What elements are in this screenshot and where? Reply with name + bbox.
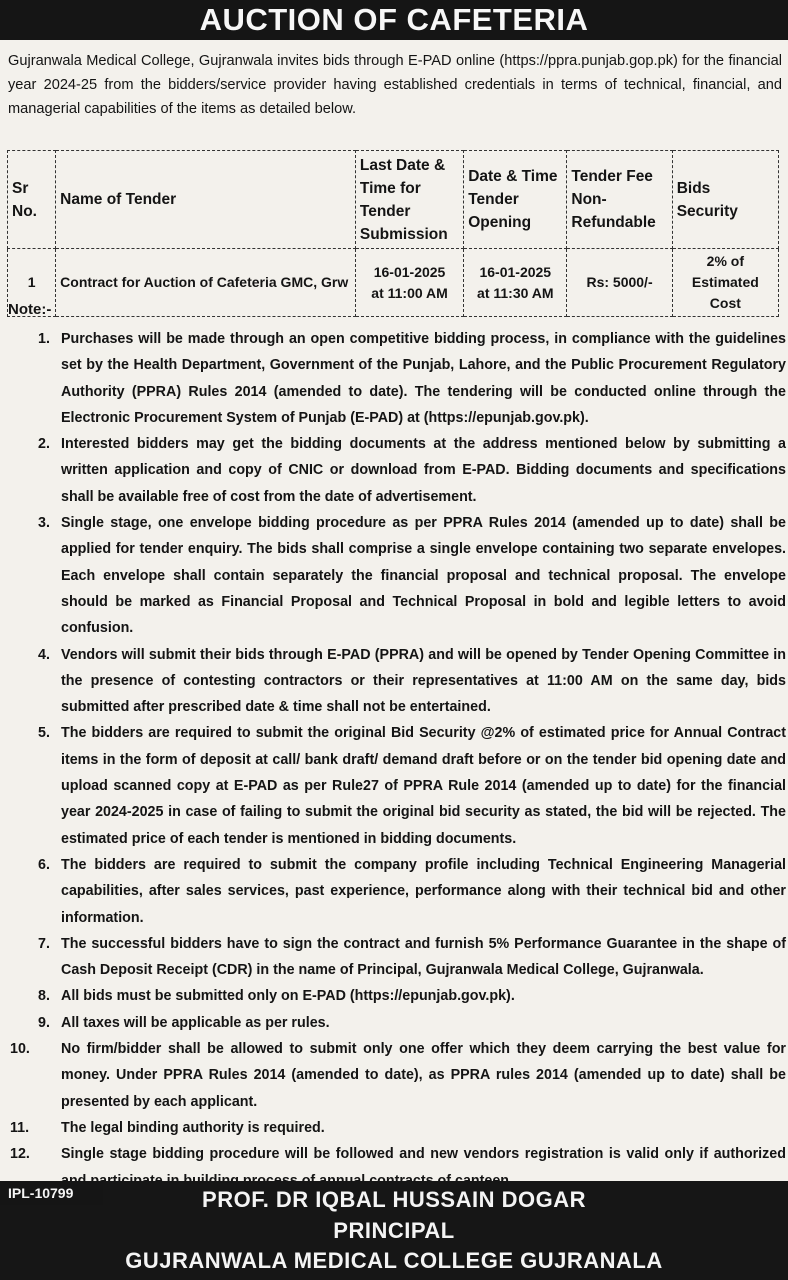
signatory-name: PROF. DR IQBAL HUSSAIN DOGAR	[202, 1187, 586, 1212]
note-item	[8, 510, 786, 641]
cell-tender-fee: Rs: 5000/-	[567, 249, 672, 317]
last-date-value: 16-01-2025	[373, 263, 446, 280]
note-text: Single stage, one envelope bidding procedure as per PPRA Rules 2014 (amended up to date) shall be applied for tender enquiry. The bids shall comprise a single envelope containing two separate envelopes. Each envelope shall contain separately the financial proposal and technical proposal. The envelope should be marked as Financial Proposal and Technical Proposal in bold and legible letters to avoid confusion.	[61, 515, 786, 637]
last-time-value: at 11:00 AM	[371, 284, 448, 301]
ipl-reference: IPL-10799	[0, 1181, 103, 1205]
security-basis: Estimated Cost	[691, 274, 759, 311]
note-item	[8, 1115, 786, 1141]
note-text: The bidders are required to submit the company profile including Technical Engineering Managerial capabilities, after sales services, past experience, performance along with their technical bid and other information.	[61, 856, 786, 926]
header-sr-no: Sr No.	[8, 151, 56, 249]
note-item	[8, 720, 786, 851]
cell-bid-security	[672, 249, 778, 317]
note-item	[8, 431, 786, 510]
note-number: 3.	[38, 515, 50, 532]
note-number: 7.	[38, 935, 50, 952]
header-opening-date: Date & Time Tender Opening	[464, 151, 567, 249]
note-item	[8, 1036, 786, 1115]
note-number: 6.	[38, 856, 50, 873]
notice-title: AUCTION OF CAFETERIA	[199, 2, 589, 37]
cell-last-date	[355, 249, 463, 317]
open-time-value: at 11:30 AM	[477, 284, 554, 301]
note-item	[8, 852, 786, 931]
table-row	[8, 249, 779, 317]
notes-list	[8, 326, 786, 1194]
note-text: Purchases will be made through an open competitive bidding process, in compliance with the guidelines set by the Health Department, Government of the Punjab, Lahore, and the Public Procurement Regulatory Authority (PPRA) Rules 2014 (amended to date). The tendering will be conducted online through the Electronic Procurement System of Punjab (E-PAD) at (https://epunjab.gov.pk).	[61, 331, 786, 426]
note-item	[8, 326, 786, 431]
note-number: 9.	[38, 1014, 50, 1031]
note-text: Interested bidders may get the bidding documents at the address mentioned below by submitting a written application and copy of CNIC or download from E-PAD. Bidding documents and specifications shall be available free of cost from the date of advertisement.	[61, 436, 786, 505]
header-bid-security: Bids Security	[672, 151, 778, 249]
open-date-value: 16-01-2025	[479, 263, 552, 280]
note-text: The bidders are required to submit the original Bid Security @2% of estimated price for Annual Contract items in the form of deposit at call/ bank draft/ demand draft before or on the tender bid opening date and upload scanned copy at E-PAD as per Rule27 of PPRA Rule 2014 (amended up to date) for the financial year 2024-2025 in case of failing to submit the original bid security as stated, the bid will be rejected. The estimated price of each tender is mentioned in bidding documents.	[61, 725, 786, 847]
note-text: No firm/bidder shall be allowed to submit only one offer which they deem carrying the best value for money. Under PPRA Rules 2014 (amended to date), as PPRA rules 2014 (amended up to date) shall be presented by each applicant.	[61, 1041, 786, 1110]
cell-opening-date	[464, 249, 567, 317]
note-number: 12.	[10, 1146, 30, 1163]
header-last-date: Last Date & Time for Tender Submission	[355, 151, 463, 249]
header-name-of-tender: Name of Tender	[56, 151, 356, 249]
note-text: All bids must be submitted only on E-PAD (https://epunjab.gov.pk).	[61, 988, 515, 1005]
note-number: 1.	[38, 331, 50, 347]
note-item	[8, 931, 786, 984]
note-item	[8, 642, 786, 721]
table-header-row	[8, 151, 779, 249]
header-tender-fee: Tender Fee Non-Refundable	[567, 151, 672, 249]
signatory-designation: PRINCIPAL	[333, 1218, 455, 1243]
notes-label: Note:-	[8, 301, 52, 318]
note-number: 5.	[38, 725, 50, 742]
note-text: Single stage bidding procedure will be followed and new vendors registration is valid only if authorized	[61, 1146, 786, 1163]
note-number: 2.	[38, 436, 50, 453]
note-text: The legal binding authority is required.	[61, 1119, 325, 1136]
note-item	[8, 1010, 786, 1036]
security-percent: 2% of	[706, 253, 745, 269]
cell-tender-name: Contract for Auction of Cafeteria GMC, Grw	[56, 249, 356, 317]
note-item	[8, 983, 786, 1009]
note-number: 11.	[10, 1119, 30, 1136]
note-text: All taxes will be applicable as per rules.	[61, 1014, 330, 1031]
note-number: 8.	[38, 988, 50, 1005]
tender-table	[7, 150, 779, 317]
intro-paragraph: Gujranwala Medical College, Gujranwala invites bids through E-PAD online (https://ppra.punjab.gop.pk) for the financial year 2024-25 from the bidders/service provider having established credentials in terms of technical, financial, and managerial capabilities of the items as detailed below.	[8, 53, 782, 117]
note-number: 4.	[38, 646, 50, 663]
note-text: Vendors will submit their bids through E-PAD (PPRA) and will be opened by Tender Opening Committee in the presence of contesting contractors or their representatives at 11:00 AM on the same day, bids submitted after prescribed date & time shall not be entertained.	[61, 646, 786, 716]
cell-sr: 1	[8, 249, 56, 317]
institution-name: GUJRANWALA MEDICAL COLLEGE GUJRANALA	[125, 1248, 663, 1273]
note-number: 10.	[10, 1041, 30, 1058]
note-text: The successful bidders have to sign the contract and furnish 5% Performance Guarantee in the shape of Cash Deposit Receipt (CDR) in the name of Principal, Gujranwala Medical College, Gujranwala.	[61, 935, 786, 979]
